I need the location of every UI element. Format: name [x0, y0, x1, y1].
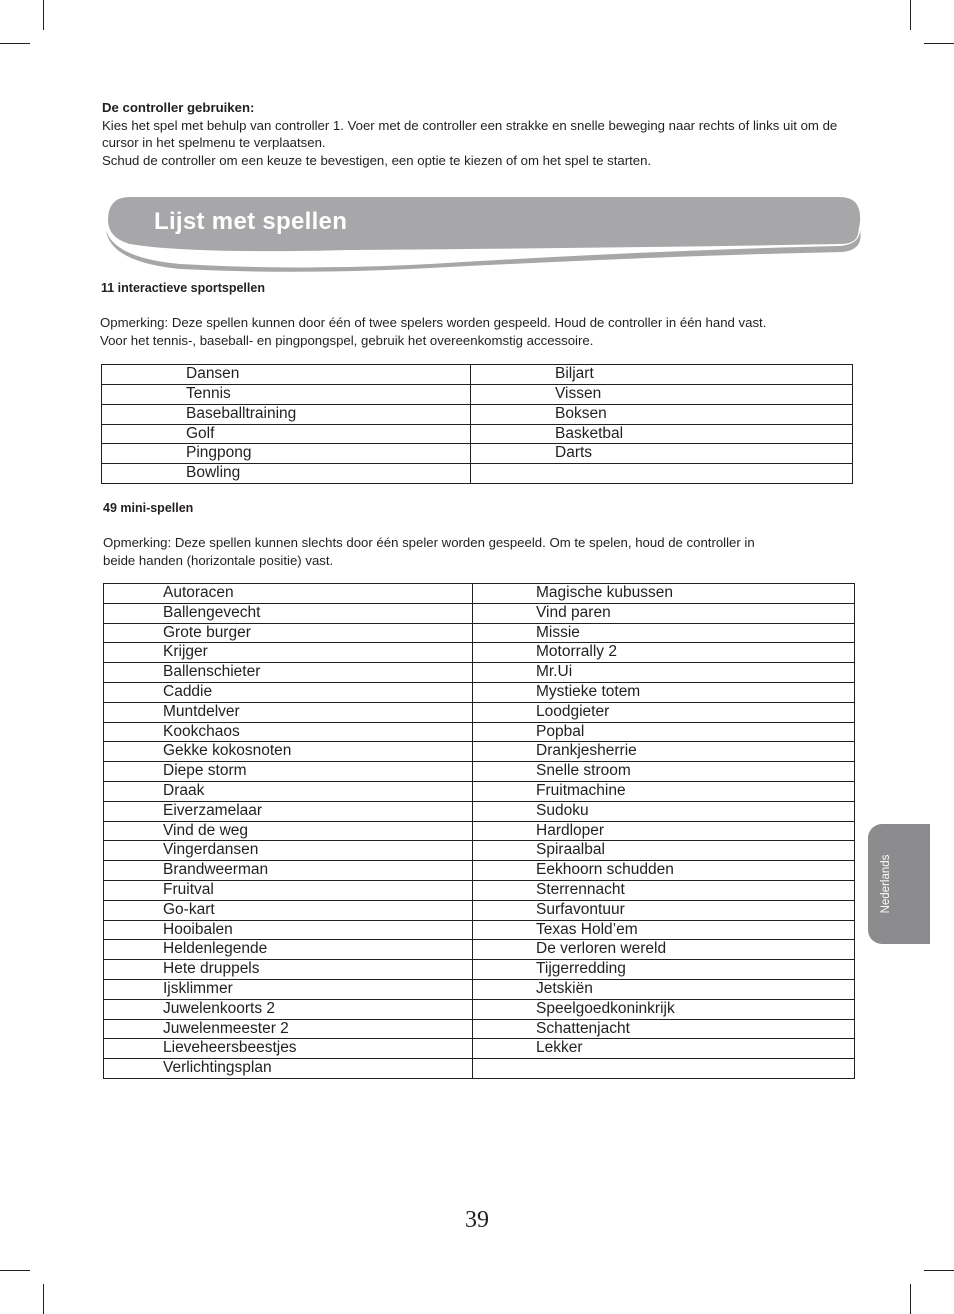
table-row: [104, 742, 855, 762]
game-name-cell: Golf: [102, 424, 471, 444]
table-row: [104, 603, 855, 623]
sports-note: [100, 314, 860, 350]
game-name-cell: Juwelenmeester 2: [104, 1019, 473, 1039]
table-row: [104, 979, 855, 999]
page-number: 39: [465, 1207, 489, 1233]
sports-heading: 11 interactieve sportspellen: [101, 281, 265, 295]
game-name-cell: Baseballtraining: [102, 404, 471, 424]
game-name-cell: Eekhoorn schudden: [473, 861, 855, 881]
game-name-cell: Jetskiën: [473, 979, 855, 999]
game-name-cell: Loodgieter: [473, 702, 855, 722]
language-tab-label: Nederlands: [880, 854, 892, 914]
sports-games-table: [101, 364, 853, 484]
crop-mark: [924, 43, 954, 44]
game-name-cell: Dansen: [102, 365, 471, 385]
table-row: [104, 663, 855, 683]
table-row: [104, 702, 855, 722]
game-name-cell: Schattenjacht: [473, 1019, 855, 1039]
table-row: [104, 623, 855, 643]
game-name-cell: Vind de weg: [104, 821, 473, 841]
game-name-cell: Autoracen: [104, 584, 473, 604]
table-row: [102, 384, 853, 404]
table-row: [104, 841, 855, 861]
game-name-cell: Snelle stroom: [473, 762, 855, 782]
game-name-cell: Draak: [104, 781, 473, 801]
game-name-cell: Hardloper: [473, 821, 855, 841]
section-title: Lijst met spellen: [154, 208, 348, 235]
game-name-cell: Tennis: [102, 384, 471, 404]
game-name-cell: Magische kubussen: [473, 584, 855, 604]
table-row: [104, 920, 855, 940]
table-row: [104, 722, 855, 742]
game-name-cell: Texas Hold’em: [473, 920, 855, 940]
game-name-cell: Verlichtingsplan: [104, 1059, 473, 1079]
game-name-cell: Popbal: [473, 722, 855, 742]
game-name-cell: Lieveheersbeestjes: [104, 1039, 473, 1059]
table-row: [104, 682, 855, 702]
game-name-cell: Caddie: [104, 682, 473, 702]
crop-mark: [910, 0, 911, 30]
crop-mark: [43, 1284, 44, 1314]
game-name-cell: Ballengevecht: [104, 603, 473, 623]
table-row: [104, 781, 855, 801]
game-name-cell: Kookchaos: [104, 722, 473, 742]
table-row: [102, 464, 853, 484]
intro-section: [102, 99, 862, 169]
game-name-cell: [471, 464, 853, 484]
game-name-cell: Darts: [471, 444, 853, 464]
game-name-cell: Krijger: [104, 643, 473, 663]
table-row: [104, 940, 855, 960]
game-name-cell: Boksen: [471, 404, 853, 424]
game-name-cell: De verloren wereld: [473, 940, 855, 960]
table-row: [104, 861, 855, 881]
table-row: [104, 1059, 855, 1079]
game-name-cell: Spiraalbal: [473, 841, 855, 861]
table-row: [104, 584, 855, 604]
table-row: [104, 960, 855, 980]
crop-mark: [910, 1284, 911, 1314]
game-name-cell: Hooibalen: [104, 920, 473, 940]
game-name-cell: Vingerdansen: [104, 841, 473, 861]
table-row: [104, 900, 855, 920]
note-line: Opmerking: Deze spellen kunnen slechts door één speler worden gespeeld. Om te spelen, houd de controller in: [103, 535, 755, 550]
game-name-cell: Sudoku: [473, 801, 855, 821]
game-name-cell: Vissen: [471, 384, 853, 404]
game-name-cell: Missie: [473, 623, 855, 643]
game-name-cell: Pingpong: [102, 444, 471, 464]
intro-paragraph: Schud de controller om een keuze te bevestigen, een optie te kiezen of om het spel te starten.: [102, 152, 652, 168]
crop-mark: [0, 43, 30, 44]
game-name-cell: Biljart: [471, 365, 853, 385]
game-name-cell: Ballenschieter: [104, 663, 473, 683]
crop-mark: [924, 1270, 954, 1271]
game-name-cell: Eiverzamelaar: [104, 801, 473, 821]
game-name-cell: Heldenlegende: [104, 940, 473, 960]
crop-mark: [0, 1270, 30, 1271]
table-row: [104, 801, 855, 821]
table-row: [102, 444, 853, 464]
table-row: [104, 643, 855, 663]
game-name-cell: Basketbal: [471, 424, 853, 444]
game-name-cell: Motorrally 2: [473, 643, 855, 663]
table-row: [104, 1019, 855, 1039]
crop-mark: [43, 0, 44, 30]
intro-title: De controller gebruiken:: [102, 100, 255, 115]
game-name-cell: Brandweerman: [104, 861, 473, 881]
game-name-cell: Tijgerredding: [473, 960, 855, 980]
table-row: [104, 1039, 855, 1059]
game-name-cell: Grote burger: [104, 623, 473, 643]
note-line: beide handen (horizontale positie) vast.: [103, 553, 334, 568]
game-name-cell: Lekker: [473, 1039, 855, 1059]
game-name-cell: Drankjesherrie: [473, 742, 855, 762]
game-name-cell: Muntdelver: [104, 702, 473, 722]
table-row: [102, 404, 853, 424]
note-line: Voor het tennis-, baseball- en pingpongspel, gebruik het overeenkomstig accessoire.: [100, 333, 594, 348]
table-row: [104, 999, 855, 1019]
table-row: [104, 880, 855, 900]
table-row: [102, 424, 853, 444]
table-row: [104, 821, 855, 841]
mini-heading: 49 mini-spellen: [103, 501, 194, 515]
game-name-cell: Go-kart: [104, 900, 473, 920]
game-name-cell: Hete druppels: [104, 960, 473, 980]
game-name-cell: Juwelenkoorts 2: [104, 999, 473, 1019]
game-name-cell: Bowling: [102, 464, 471, 484]
language-tab: [868, 824, 930, 944]
game-name-cell: Sterrennacht: [473, 880, 855, 900]
table-row: [102, 365, 853, 385]
game-name-cell: Vind paren: [473, 603, 855, 623]
game-name-cell: [473, 1059, 855, 1079]
game-name-cell: Mr.Ui: [473, 663, 855, 683]
mini-games-table: [103, 583, 855, 1079]
game-name-cell: Fruitmachine: [473, 781, 855, 801]
game-name-cell: Diepe storm: [104, 762, 473, 782]
table-row: [104, 762, 855, 782]
game-name-cell: Speelgoedkoninkrijk: [473, 999, 855, 1019]
game-name-cell: Gekke kokosnoten: [104, 742, 473, 762]
mini-note: [103, 534, 863, 570]
game-name-cell: Mystieke totem: [473, 682, 855, 702]
game-name-cell: Surfavontuur: [473, 900, 855, 920]
intro-paragraph: Kies het spel met behulp van controller 1. Voer met de controller een strakke en snelle beweging naar rechts of links uit om de cursor in het spelmenu te verplaatsen.: [102, 117, 838, 150]
game-name-cell: Ijsklimmer: [104, 979, 473, 999]
note-line: Opmerking: Deze spellen kunnen door één of twee spelers worden gespeeld. Houd de controller in één hand vast.: [100, 315, 767, 330]
game-name-cell: Fruitval: [104, 880, 473, 900]
